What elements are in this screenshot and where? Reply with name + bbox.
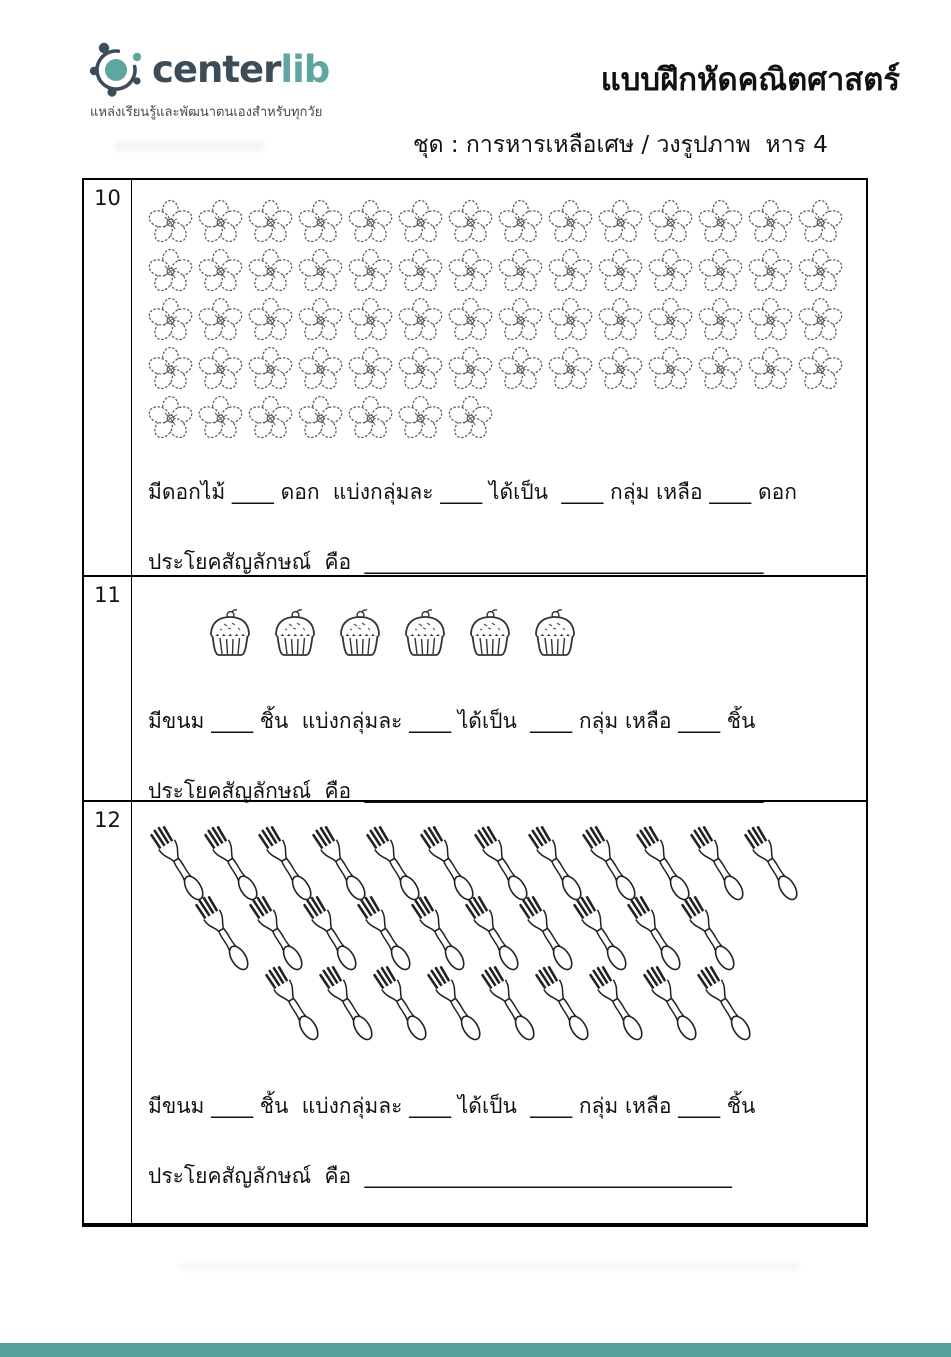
wordmark-center: center [152, 47, 281, 91]
equation-line: ประโยคสัญลักษณ์ คือ ___________________________________ [148, 1164, 733, 1188]
flower-icon [398, 347, 443, 392]
flower-icon [598, 347, 643, 392]
equation-line: ประโยคสัญลักษณ์ คือ ______________________________________ [148, 779, 764, 803]
flower-icon [498, 347, 543, 392]
flower-icon [598, 298, 643, 343]
problem-content [132, 802, 866, 1223]
fork-icon [537, 956, 591, 1052]
cupcake-grid [132, 577, 866, 661]
icon-row [267, 956, 866, 1052]
cupcake-icon [397, 605, 453, 661]
problem-row-10 [84, 180, 866, 577]
flower-icon [398, 298, 443, 343]
flower-grid [132, 180, 866, 445]
fork-icon [746, 816, 800, 912]
flower-icon [748, 249, 793, 294]
flower-icon [148, 347, 193, 392]
centerlib-wordmark [152, 47, 330, 91]
flower-icon [298, 347, 343, 392]
fork-icon [591, 956, 645, 1052]
question-line: มีขนม ____ ชิ้น แบ่งกลุ่มละ ____ ได้เป็น ____ กลุ่ม เหลือ ____ ชิ้น [148, 709, 756, 733]
faded-text-smudge [115, 141, 265, 151]
flower-icon [548, 347, 593, 392]
flower-icon [798, 249, 843, 294]
flower-icon [698, 200, 743, 245]
flower-icon [198, 396, 243, 441]
flower-icon [198, 298, 243, 343]
fork-icon [321, 956, 375, 1052]
flower-icon [348, 298, 393, 343]
problem-content [132, 577, 866, 803]
icon-row [148, 249, 866, 294]
flower-icon [498, 200, 543, 245]
problem-number: 12 [84, 802, 132, 1223]
fork-icon [197, 886, 251, 982]
flower-icon [248, 249, 293, 294]
problem-row-12 [84, 802, 866, 1223]
flower-icon [448, 298, 493, 343]
fork-icon [267, 956, 321, 1052]
fork-icon [645, 956, 699, 1052]
flower-icon [648, 249, 693, 294]
flower-icon [398, 200, 443, 245]
flower-icon [698, 249, 743, 294]
problem-content [132, 180, 866, 575]
icon-row [148, 396, 866, 441]
flower-icon [798, 298, 843, 343]
problem-number: 11 [84, 577, 132, 800]
flower-icon [448, 200, 493, 245]
flower-icon [748, 298, 793, 343]
centerlib-logo-icon [88, 40, 146, 98]
cupcake-icon [462, 605, 518, 661]
flower-icon [398, 396, 443, 441]
logo-tagline: แหล่งเรียนรู้และพัฒนาตนเองสำหรับทุกวัย [90, 105, 323, 120]
fork-icon [699, 956, 753, 1052]
flower-icon [148, 249, 193, 294]
flower-icon [198, 347, 243, 392]
fork-icon [375, 956, 429, 1052]
flower-icon [198, 249, 243, 294]
flower-icon [748, 200, 793, 245]
question-line: มีขนม ____ ชิ้น แบ่งกลุ่มละ ____ ได้เป็น ____ กลุ่ม เหลือ ____ ชิ้น [148, 1094, 756, 1118]
flower-icon [148, 200, 193, 245]
flower-icon [348, 396, 393, 441]
fork-grid [132, 802, 866, 1052]
cupcake-icon [527, 605, 583, 661]
flower-icon [598, 249, 643, 294]
faded-footer-text-smudge [180, 1263, 800, 1270]
equation-line: ประโยคสัญลักษณ์ คือ ______________________________________ [148, 550, 764, 574]
worksheet-table [82, 178, 868, 1227]
flower-icon [698, 298, 743, 343]
problem-number: 10 [84, 180, 132, 575]
flower-icon [798, 347, 843, 392]
cupcake-icon [332, 605, 388, 661]
flower-icon [298, 249, 343, 294]
flower-icon [448, 396, 493, 441]
fork-icon [429, 956, 483, 1052]
flower-icon [698, 347, 743, 392]
page-subtitle: ชุด : การหารเหลือเศษ / วงรูปภาพ หาร 4 [413, 132, 828, 158]
flower-icon [648, 347, 693, 392]
fork-icon [483, 956, 537, 1052]
flower-icon [548, 298, 593, 343]
problem-row-11 [84, 577, 866, 802]
flower-icon [448, 347, 493, 392]
icon-row [148, 200, 866, 245]
flower-icon [748, 347, 793, 392]
flower-icon [298, 396, 343, 441]
flower-icon [248, 347, 293, 392]
question-line: มีดอกไม้ ____ ดอก แบ่งกลุ่มละ ____ ได้เป็น ____ กลุ่ม เหลือ ____ ดอก [148, 480, 797, 504]
flower-icon [348, 249, 393, 294]
cupcake-icon [267, 605, 323, 661]
footer-accent-bar [0, 1343, 951, 1357]
flower-icon [598, 200, 643, 245]
centerlib-logo [88, 40, 329, 98]
flower-icon [648, 200, 693, 245]
flower-icon [498, 249, 543, 294]
flower-icon [798, 200, 843, 245]
flower-icon [548, 249, 593, 294]
flower-icon [248, 298, 293, 343]
icon-row [202, 605, 866, 661]
flower-icon [248, 396, 293, 441]
flower-icon [198, 200, 243, 245]
flower-icon [148, 396, 193, 441]
flower-icon [648, 298, 693, 343]
flower-icon [448, 249, 493, 294]
flower-icon [148, 298, 193, 343]
icon-row [148, 298, 866, 343]
page-title: แบบฝึกหัดคณิตศาสตร์ [600, 62, 900, 98]
icon-row [148, 347, 866, 392]
flower-icon [298, 200, 343, 245]
flower-icon [298, 298, 343, 343]
cupcake-icon [202, 605, 258, 661]
flower-icon [548, 200, 593, 245]
flower-icon [248, 200, 293, 245]
flower-icon [348, 200, 393, 245]
flower-icon [498, 298, 543, 343]
flower-icon [348, 347, 393, 392]
flower-icon [398, 249, 443, 294]
wordmark-lib: lib [280, 47, 330, 91]
